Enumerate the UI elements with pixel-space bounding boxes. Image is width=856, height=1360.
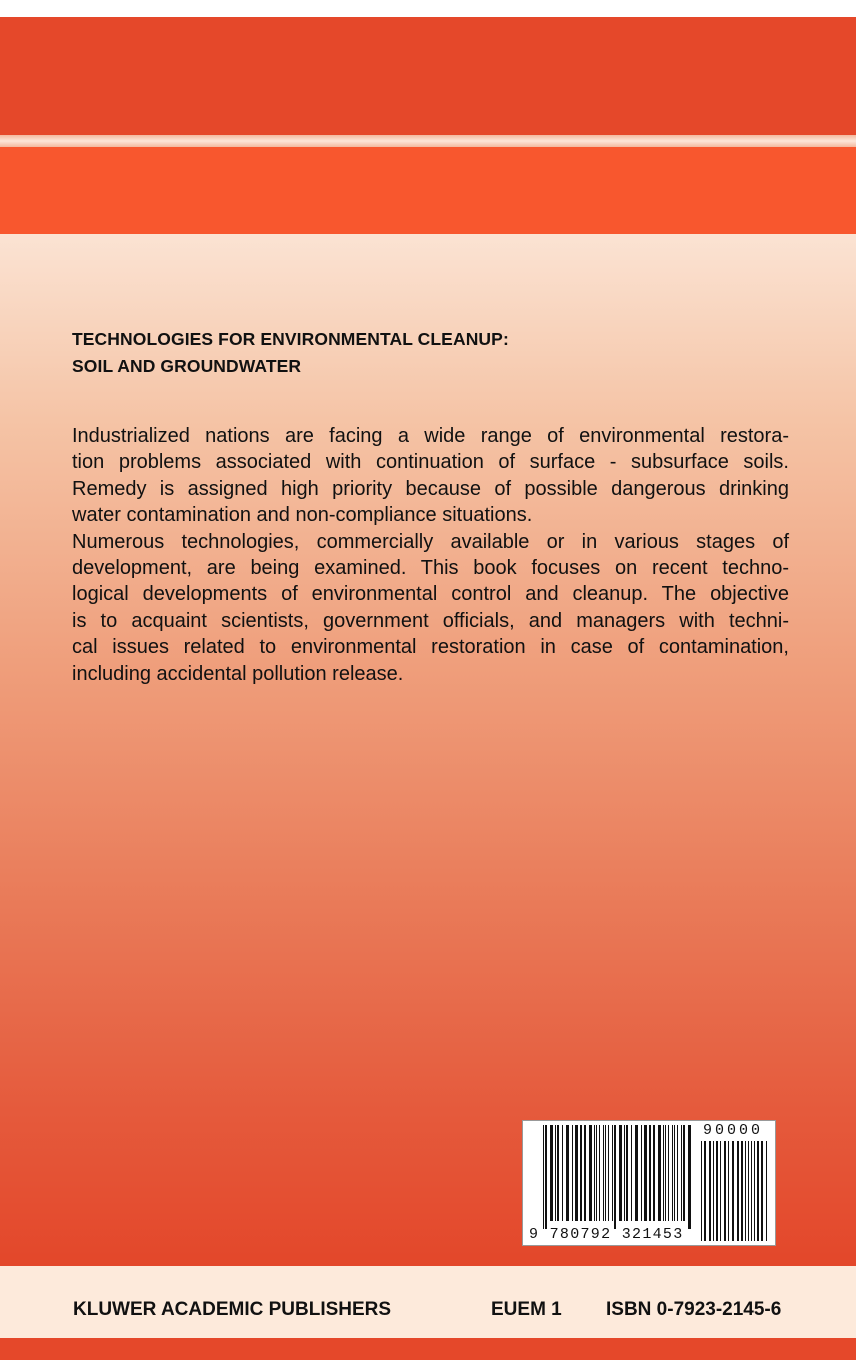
book-title bbox=[72, 326, 792, 380]
book-description bbox=[72, 423, 789, 687]
top-border bbox=[0, 0, 856, 17]
series-code: EUEM 1 bbox=[491, 1299, 562, 1320]
top-color-band bbox=[0, 17, 856, 135]
description-line: cal issues related to environmental restoration in case of contamination, bbox=[72, 636, 789, 659]
publisher-footer bbox=[0, 1266, 856, 1338]
description-line: development, are being examined. This book focuses on recent techno- bbox=[72, 557, 789, 580]
publisher-name: KLUWER ACADEMIC PUBLISHERS bbox=[73, 1299, 392, 1320]
isbn-number: ISBN 0-7923-2145-6 bbox=[606, 1299, 782, 1320]
cover-main-area bbox=[0, 234, 856, 1266]
description-line: including accidental pollution release. bbox=[72, 662, 404, 685]
description-line: logical developments of environmental control and cleanup. The objective bbox=[72, 583, 789, 606]
description-line: Industrialized nations are facing a wide range of environmental restora- bbox=[72, 425, 789, 447]
isbn-barcode bbox=[522, 1120, 776, 1246]
second-color-band bbox=[0, 147, 856, 234]
band-separator bbox=[0, 135, 856, 147]
description-line: Remedy is assigned high priority because of possible dangerous drinking bbox=[72, 477, 789, 500]
bottom-color-band bbox=[0, 1338, 856, 1360]
book-title-line-2: SOIL AND GROUNDWATER bbox=[72, 356, 302, 376]
description-line: Numerous technologies, commercially available or in various stages of bbox=[72, 530, 789, 553]
description-line: water contamination and non-compliance situations. bbox=[72, 504, 533, 527]
description-line: tion problems associated with continuation of surface - subsurface soils. bbox=[72, 451, 789, 474]
barcode-main-number: 9 780792 321453 bbox=[529, 1226, 684, 1243]
description-line: is to acquaint scientists, government officials, and managers with techni- bbox=[72, 609, 789, 632]
barcode-addon-number: 90000 bbox=[703, 1122, 764, 1139]
book-title-line-1: TECHNOLOGIES FOR ENVIRONMENTAL CLEANUP: bbox=[72, 329, 509, 349]
